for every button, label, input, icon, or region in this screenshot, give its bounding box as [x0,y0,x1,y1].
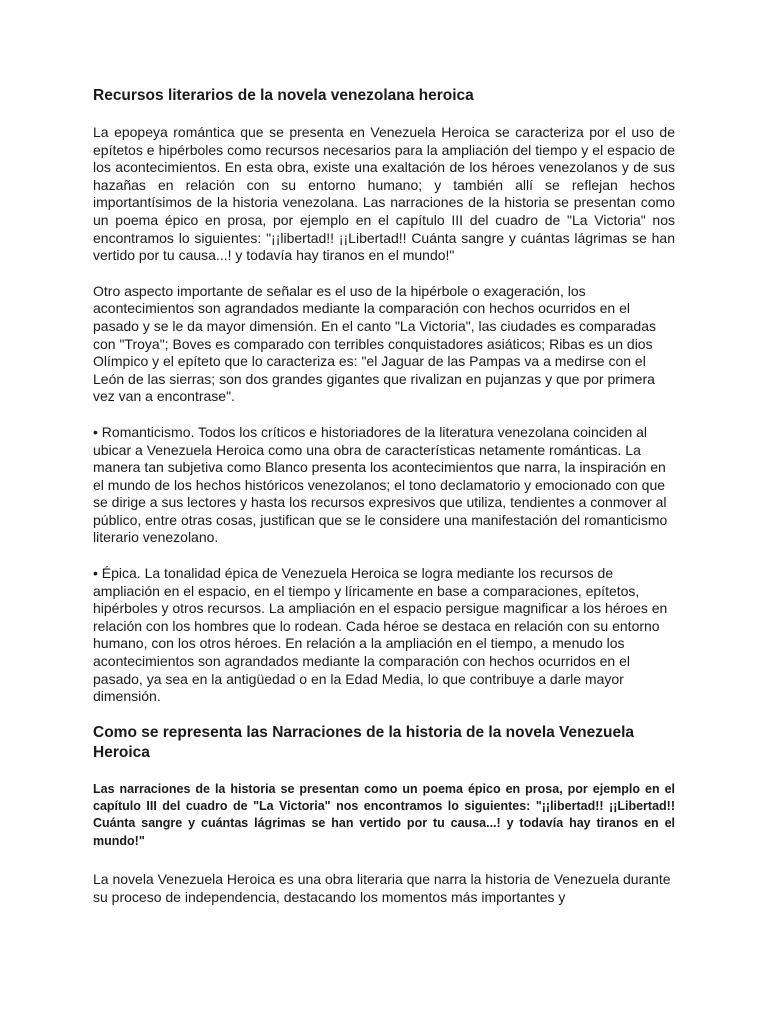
section-heading: Recursos literarios de la novela venezolana heroica [93,87,474,104]
paragraph-narraciones-bold: Las narraciones de la historia se presentan como un poema épico en prosa, por ejemplo en el capítulo III del cuadro de "La Victoria" nos encontramos lo siguientes: "¡¡libertad!! ¡¡Libertad!! Cuánta sangre y cuántas lágrimas se han vertido por tu causa...! y todavía hay tiranos en el mundo!" [93,781,675,848]
paragraph-epica: • Épica. La tonalidad épica de Venezuela Heroica se logra mediante los recursos de ampliación en el espacio, en el tiempo y líricamente en base a comparaciones, epítetos, hipérboles y otros recursos. La ampliación en el espacio persigue magnificar a los héroes en relación con los hombres que lo rodean. Cada héroe se destaca en relación con su entorno humano, con los otros héroes. En relación a la ampliación en el tiempo, a menudo los acontecimientos son agrandados mediante la comparación con hechos ocurridos en el pasado, ya sea en la antigüedad o en la Edad Media, lo que contribuye a darle mayor dimensión. [93,565,668,705]
document-page [93,86,675,906]
paragraph-romanticismo: • Romanticismo. Todos los críticos e historiadores de la literatura venezolana coinciden al ubicar a Venezuela Heroica como una obra de características netamente románticas. La manera tan subjetiva como Blanco presenta los acontecimientos que narra, la inspiración en el mundo de los hechos históricos venezolanos; el tono declamatorio y emocionado con que se dirige a sus lectores y hasta los recursos expresivos que utiliza, tendientes a conmover al público, entre otras cosas, justifican que se le considere una manifestación del romanticismo literario venezolano. [93,423,668,546]
paragraph-epopeya: La epopeya romántica que se presenta en Venezuela Heroica se caracteriza por el uso de epítetos e hipérboles como recursos necesarios para la ampliación del tiempo y el espacio de los acontecimientos. En esta obra, existe una exaltación de los héroes venezolanos y de sus hazañas en relación con su entorno humano; y también allí se reflejan hechos importantísimos de la historia venezolana. Las narraciones de la historia se presentan como un poema épico en prosa, por ejemplo en el capítulo III del cuadro de "La Victoria" nos encontramos lo siguientes: "¡¡libertad!! ¡¡Libertad!! Cuánta sangre y cuántas lágrimas se han vertido por tu causa...! y todavía hay tiranos en el mundo!" [93,124,675,264]
subsection-heading: Como se representa las Narraciones de la historia de la novela Venezuela Heroica [93,723,635,761]
paragraph-novela: La novela Venezuela Heroica es una obra literaria que narra la historia de Venezuela durante su proceso de independencia, destacando los momentos más importantes y [93,871,671,905]
paragraph-hiperbole: Otro aspecto importante de señalar es el uso de la hipérbole o exageración, los acontecimientos son agrandados mediante la comparación con hechos ocurridos en el pasado y se le da mayor dimensión. En el canto "La Victoria", las ciudades es comparadas con "Troya"; Boves es comparado con terribles conquistadores asiáticos; Ribas es un dios Olímpico y el epíteto que lo caracteriza es: "el Jaguar de las Pampas va a medirse con el León de las sierras; son dos grandes gigantes que rivalizan en pujanzas y que por primera vez van a encontrase". [93,282,656,405]
